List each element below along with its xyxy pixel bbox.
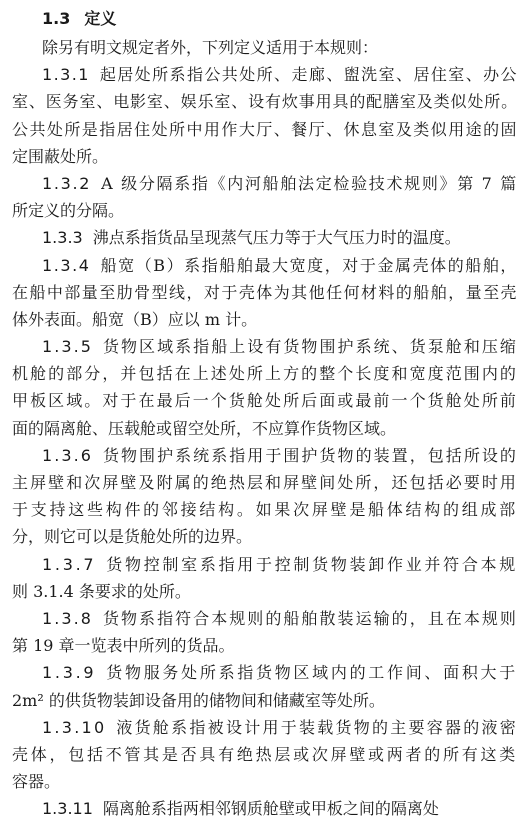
text-line [12,61,522,88]
line-text: 货物围护系统系指用于围护货物的装置，包括所设的 [102,445,518,465]
section-heading [12,4,522,34]
line-text: 室、医务室、电影室、娱乐室、设有炊事用具的配膳室及类似处所。 [12,92,518,112]
text-line [12,143,522,170]
line-text: 除另有明文规定者外，下列定义适用于本规则： [42,38,379,57]
line-text: 在船中部量至肋骨型线，对于壳体为其他任何材料的船舶，量至壳 [12,282,518,302]
line-text: 船宽（B）系指船舶最大宽度，对于金属壳体的船舶， [100,255,519,275]
clause-number: 1.3.9 [42,663,97,683]
clause-number: 1.3.4 [42,255,91,275]
definition-paragraph [12,714,522,796]
text-line [12,387,522,414]
intro-paragraph [12,34,522,61]
text-line [12,170,522,197]
text-line [12,714,522,741]
text-line [12,442,522,469]
clause-number: 1.3.8 [42,608,93,628]
definition-paragraph [12,170,522,224]
line-text: 于支持这些构件的邻接结构。如果次屏壁是船体结构的组成部 [12,500,518,520]
line-text: 沸点系指货品呈现蒸气压力等于大气压力时的温度。 [92,228,461,248]
clause-number: 1.3.5 [42,337,93,357]
line-text: 则 3.1.4 条要求的处所。 [12,581,191,601]
definition-paragraph [12,252,522,334]
line-text: 分，则它可以是货舱处所的边界。 [12,527,253,547]
clause-number: 1.3.11 [42,799,93,819]
line-text: 主屏壁和次屏壁及附属的绝热层和屏壁间处所，还包括必要时用 [12,473,518,492]
text-line [12,632,522,659]
line-text: 面的隔离舱、压载舱或留空处所，不应算作货物区域。 [12,418,397,438]
line-text: 所定义的分隔。 [12,201,125,221]
line-text: 容器。 [12,772,61,792]
line-text: 起居处所系指公共处所、走廊、盥洗室、居住室、办公 [99,65,518,85]
line-text: 体外表面。船宽（B）应以 m 计。 [12,309,258,329]
text-line [12,551,522,578]
line-text: 壳体，包括不管其是否具有绝热层或次屏壁或两者的所有这类 [12,744,518,764]
text-line [12,496,522,523]
clause-number: 1.3.6 [42,445,93,465]
definition-paragraph [12,333,522,442]
text-line [12,360,522,387]
text-line [12,687,522,714]
definition-paragraph [12,659,522,713]
line-text: 甲板区域。对于在最后一个货舱处所后面或最前一个货舱处所前 [12,391,518,411]
clause-number: 1.3.1 [42,65,90,85]
line-text: 货物系指符合本规则的船舶散装运输的，且在本规则 [102,608,518,628]
section-title: 定义 [84,9,117,28]
line-text: 货物控制室系指用于控制货物装卸作业并符合本规 [106,554,518,574]
text-line [12,279,522,306]
line-text: 货物服务处所系指货物区域内的工作间、面积大于 [106,663,518,683]
line-text: A 级分隔系指《内河船舶法定检验技术规则》第 7 篇 [101,173,518,193]
text-line [12,224,522,251]
text-line [12,659,522,686]
line-text: 第 19 章一览表中所列的货品。 [12,636,235,656]
text-line [12,252,522,279]
text-line [12,34,522,61]
document-page [12,4,522,822]
text-line [12,795,522,822]
line-text: 隔离舱系指两相邻钢质舱壁或甲板之间的隔离处 [102,799,439,819]
clause-number: 1.3.10 [42,717,107,737]
line-text: 货物区域系指船上设有货物围护系统、货泵舱和压缩 [102,337,518,357]
text-line [12,88,522,115]
line-text: 定围蔽处所。 [12,146,109,166]
text-line [12,469,522,496]
clause-number: 1.3.2 [42,173,92,193]
clause-number: 1.3.3 [42,228,83,248]
text-line [12,605,522,632]
definition-paragraph [12,795,522,822]
text-line [12,306,522,333]
text-line [12,197,522,224]
text-line [12,415,522,442]
clause-number: 1.3.7 [42,554,97,574]
text-line [12,523,522,550]
section-number: 1.3 [42,9,71,28]
definition-paragraph [12,551,522,605]
text-line [12,333,522,360]
text-line [12,741,522,768]
line-text: 液货舱系指被设计用于装载货物的主要容器的液密 [116,717,518,737]
line-text: 机舱的部分，并包括在上述处所上方的整个长度和宽度范围内的 [12,364,518,384]
definition-paragraph [12,605,522,659]
definition-paragraph [12,224,522,251]
line-text: 公共处所是指居住处所中用作大厅、餐厅、休息室及类似用途的固 [12,119,518,139]
definitions-body [12,34,522,822]
definition-paragraph [12,442,522,551]
definition-paragraph [12,61,522,170]
line-text: 2m² 的供货物装卸设备用的储物间和储藏室等处所。 [12,690,385,710]
text-line [12,578,522,605]
text-line [12,116,522,143]
text-line [12,768,522,795]
